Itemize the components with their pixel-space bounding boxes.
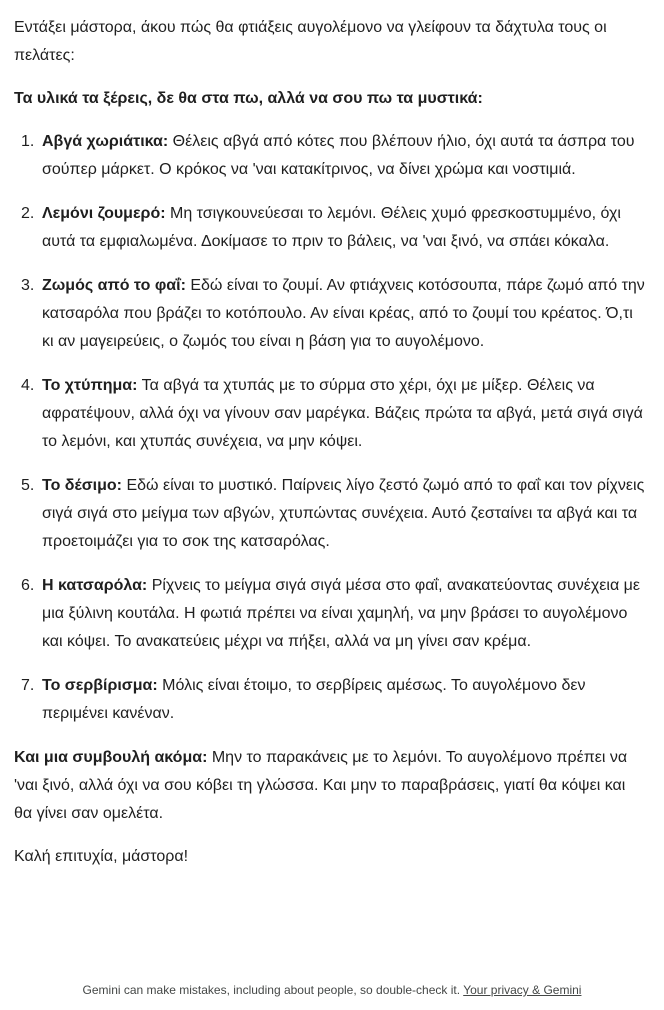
step-text: Τα αβγά τα χτυπάς με το σύρμα στο χέρι, όχι με μίξερ. Θέλεις να αφρατέψουν, αλλά όχι να γίνουν σαν μαρέγκα. Βάζεις πρώτα τα αβγά, μετά σιγά σιγά το λεμόνι, και χτυπάς συνέχεια, να μην κόψει.: [42, 377, 643, 450]
list-item: [14, 272, 646, 356]
extra-tip: [14, 744, 646, 828]
disclaimer-text: Gemini can make mistakes, including about people, so double-check it.: [82, 983, 464, 997]
footer-disclaimer: [0, 980, 664, 1000]
step-number: 6.: [21, 577, 35, 594]
step-title: Το χτύπημα:: [42, 377, 138, 394]
closing-text: Καλή επιτυχία, μάστορα!: [14, 848, 189, 865]
step-text: Εδώ είναι το ζουμί. Αν φτιάχνεις κοτόσουπα, πάρε ζωμό από την κατσαρόλα που βράζει το κοτόπουλο. Αν είναι κρέας, από το ζουμί του κρέατος. Ό,τι κι αν μαγειρεύεις, ο ζωμός του είναι η βάση για το αυγολέμονο.: [42, 277, 645, 350]
step-text: Θέλεις αβγά από κότες που βλέπουν ήλιο, όχι αυτά τα άσπρα του σούπερ μάρκετ. Ο κρόκος να 'ναι κατακίτρινος, να δίνει χρώμα και νοστιμιά.: [42, 133, 635, 178]
step-number: 2.: [21, 205, 35, 222]
list-item: [14, 672, 646, 728]
step-number: 4.: [21, 377, 35, 394]
step-title: Το σερβίρισμα:: [42, 677, 158, 694]
list-item: [14, 128, 646, 184]
tip-title: Και μια συμβουλή ακόμα:: [14, 749, 208, 766]
steps-list: [14, 128, 646, 728]
step-number: 7.: [21, 677, 35, 694]
step-number: 1.: [21, 133, 35, 150]
step-title: Η κατσαρόλα:: [42, 577, 148, 594]
step-text: Ρίχνεις το μείγμα σιγά σιγά μέσα στο φαΐ, ανακατεύοντας συνέχεια με μια ξύλινη κουτάλα. Η φωτιά πρέπει να είναι χαμηλή, να μην βράσει το αυγολέμονο και κόψει. Το ανακατεύεις μέχρι να πήξει, αλλά να μη γίνει σαν κρέμα.: [42, 577, 641, 650]
step-number: 5.: [21, 477, 35, 494]
intro-text: Εντάξει μάστορα, άκου πώς θα φτιάξεις αυγολέμονο να γλείφουν τα δάχτυλα τους οι πελάτες:: [14, 19, 607, 64]
list-item: [14, 572, 646, 656]
privacy-link[interactable]: Your privacy & Gemini: [463, 983, 582, 997]
step-text: Εδώ είναι το μυστικό. Παίρνεις λίγο ζεστό ζωμό από το φαΐ και τον ρίχνεις σιγά σιγά στο μείγμα των αβγών, χτυπώντας συνέχεια. Αυτό ζεσταίνει τα αβγά και τα προετοιμάζει για το σοκ της κατσαρόλας.: [42, 477, 645, 550]
tip-text: Μην το παρακάνεις με το λεμόνι. Το αυγολέμονο πρέπει να 'ναι ξινό, αλλά όχι να σου κόβει τη γλώσσα. Και μην το παραβράσεις, γιατί θα κόψει και θα γίνει σαν ομελέτα.: [14, 749, 628, 822]
list-item: [14, 200, 646, 256]
response-body: [14, 14, 646, 871]
step-text: Μη τσιγκουνεύεσαι το λεμόνι. Θέλεις χυμό φρεσκοστυμμένο, όχι αυτά τα εμφιαλωμένα. Δοκίμασε το πριν το βάλεις, να 'ναι ξινό, να σπάει κόκαλα.: [42, 205, 621, 250]
secrets-heading: Τα υλικά τα ξέρεις, δε θα στα πω, αλλά να σου πω τα μυστικά:: [14, 90, 483, 107]
list-item: [14, 372, 646, 456]
step-title: Ζωμός από το φαΐ:: [42, 277, 186, 294]
step-title: Το δέσιμο:: [42, 477, 123, 494]
step-title: Αβγά χωριάτικα:: [42, 133, 169, 150]
list-item: [14, 472, 646, 556]
step-number: 3.: [21, 277, 35, 294]
step-text: Μόλις είναι έτοιμο, το σερβίρεις αμέσως. Το αυγολέμονο δεν περιμένει κανέναν.: [42, 677, 586, 722]
step-title: Λεμόνι ζουμερό:: [42, 205, 166, 222]
